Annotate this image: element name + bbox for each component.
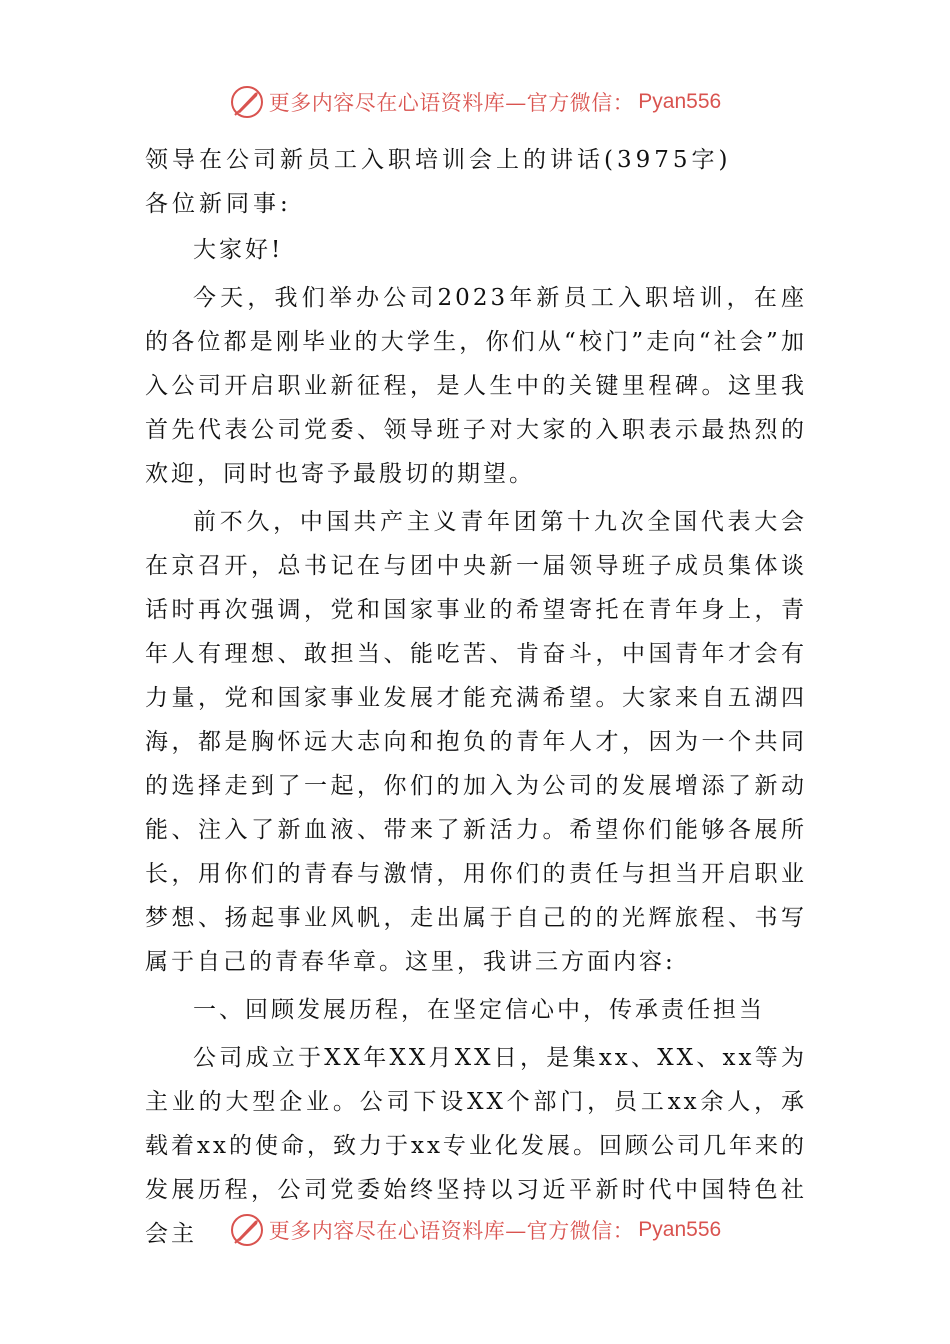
paragraph-1: 今天，我们举办公司2023年新员工入职培训，在座的各位都是刚毕业的大学生，你们从“校门”走向“社会”加入公司开启职业新征程，是人生中的关键里程碑。这里我首先代表公司党委、领导班子对大家的入职表示最热烈的欢迎，同时也寄予最殷切的期望。 bbox=[145, 285, 807, 487]
quill-pen-logo-icon bbox=[229, 1212, 265, 1248]
salutation: 各位新同事: bbox=[145, 191, 292, 217]
document-title: 领导在公司新员工入职培训会上的讲话(3975字) bbox=[145, 147, 732, 173]
section-paragraph: 公司成立于XX年XX月XX日，是集xx、XX、xx等为主业的大型企业。公司下设XX个部门，员工xx余人，承载着xx的使命，致力于xx专业化发展。回顾公司几年来的发展历程，公司党委始终坚持以习近平新时代中国特色社会主 bbox=[145, 1045, 807, 1247]
paragraph-2: 前不久，中国共产主义青年团第十九次全国代表大会在京召开，总书记在与团中央新一届领导班子成员集体谈话时再次强调，党和国家事业的希望寄托在青年身上，青年人有理想、敢担当、能吃苦、肯奋斗，中国青年才会有力量，党和国家事业发展才能充满希望。大家来自五湖四海，都是胸怀远大志向和抱负的青年人才，因为一个共同的选择走到了一起，你们的加入为公司的发展增添了新动能、注入了新血液、带来了新活力。希望你们能够各展所长，用你们的青春与激情，用你们的责任与担当开启职业梦想、扬起事业风帆，走出属于自己的的光辉旅程、书写属于自己的青春华章。这里，我讲三方面内容: bbox=[145, 509, 807, 975]
watermark-brand: Pyan556 bbox=[638, 90, 722, 113]
watermark-text: 更多内容尽在心语资料库—官方微信： bbox=[268, 91, 635, 115]
greeting: 大家好! bbox=[193, 237, 284, 263]
section-heading: 一、回顾发展历程，在坚定信心中，传承责任担当 bbox=[193, 997, 765, 1023]
watermark-text: 更多内容尽在心语资料库—官方微信： bbox=[268, 1219, 635, 1243]
quill-pen-logo-icon bbox=[229, 84, 265, 120]
header-watermark bbox=[0, 80, 950, 124]
footer-watermark bbox=[0, 1208, 950, 1252]
watermark-brand: Pyan556 bbox=[638, 1218, 722, 1241]
document-body bbox=[145, 138, 807, 1256]
